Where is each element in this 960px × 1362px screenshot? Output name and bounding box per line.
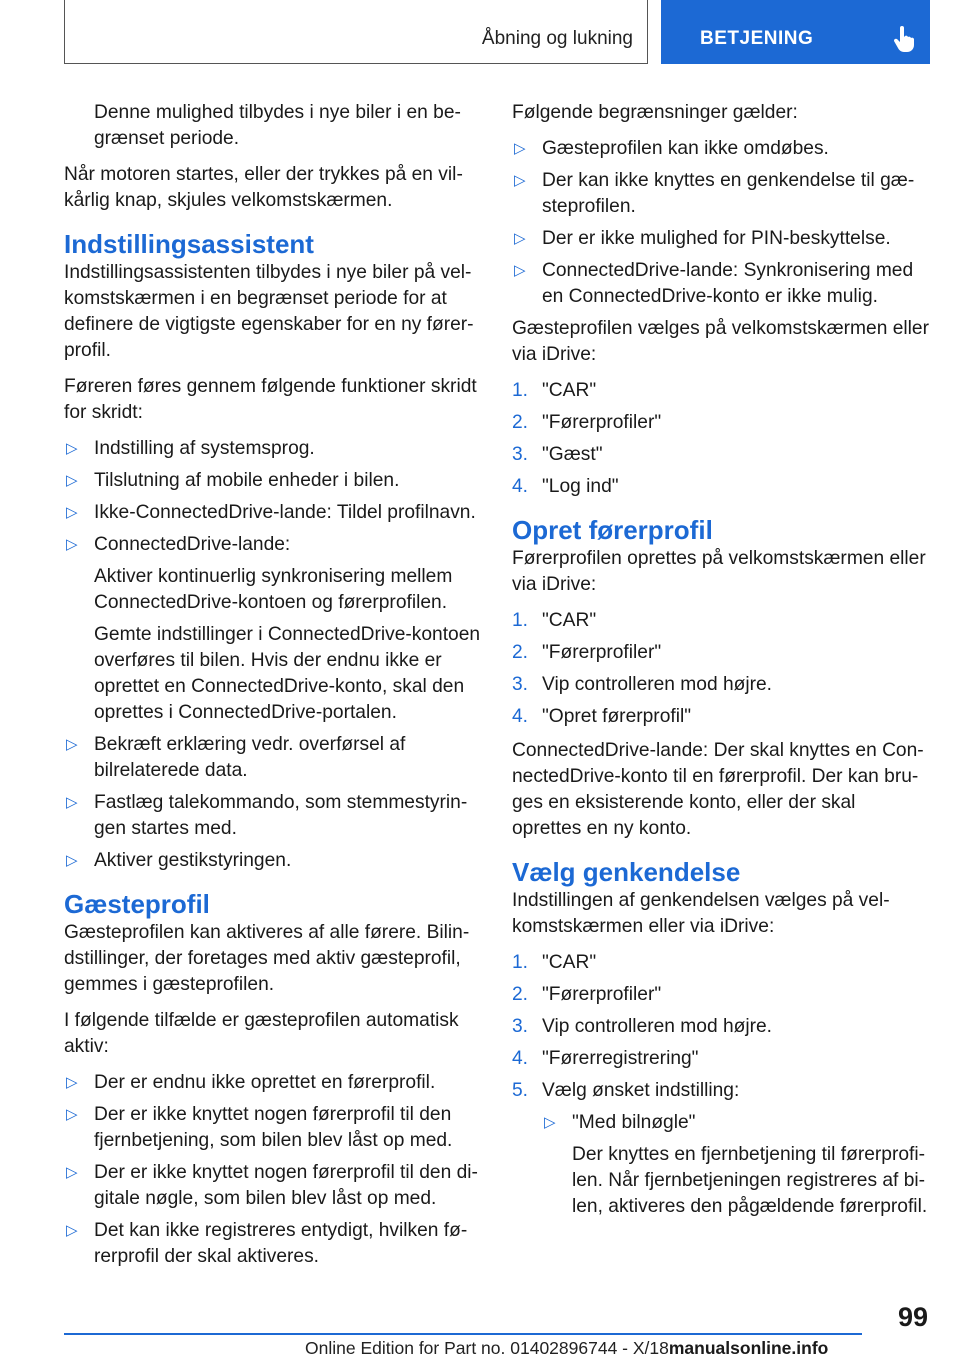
footer-divider xyxy=(64,1333,862,1335)
paragraph: Indstillingsassistenten tilbydes i nye biler på velkomstskærmen i en begrænset periode for at definere de vigtigste egenskaber for en ny førerprofil. xyxy=(64,262,474,361)
triangle-bullet-icon: ▷ xyxy=(66,472,78,489)
page-header xyxy=(64,0,930,64)
step-number: 3. xyxy=(512,674,529,695)
paragraph: I følgende tilfælde er gæsteprofilen automatisk aktiv: xyxy=(64,1010,459,1057)
list-sub-paragraph: Aktiver kontinuerlig synkronisering mellem ConnectedDrive-kontoen og førerprofilen. xyxy=(94,566,453,613)
step-item: 4. "Opret førerprofil" xyxy=(512,704,930,730)
list-item: ▷ Der er ikke knyttet nogen førerprofil til den digitale nøgle, som bilen blev låst op med. xyxy=(66,1162,478,1209)
list-item: ▷ Der er endnu ikke oprettet en førerprofil. xyxy=(64,1070,482,1096)
step-number: 1. xyxy=(512,380,529,401)
footer xyxy=(305,1338,828,1359)
triangle-bullet-icon: ▷ xyxy=(66,1222,78,1239)
list-item: ▷ Fastlæg talekommando, som stemmestyringen startes med. xyxy=(66,792,468,839)
step-number: 2. xyxy=(512,642,529,663)
footer-edition: Online Edition for Part no. 01402896744 - X/18 xyxy=(305,1338,669,1358)
intro-indent: Denne mulighed tilbydes i nye biler i en begrænset periode. xyxy=(94,102,461,149)
step-number: 3. xyxy=(512,1016,529,1037)
paragraph: Gæsteprofilen vælges på velkomstskærmen eller via iDrive: xyxy=(512,318,929,365)
section-tab xyxy=(64,0,648,64)
list-item: ▷ ConnectedDrive-lande: Aktiver kontinuerlig synkronisering mellem ConnectedDrive-kontoen og førerprofilen. Gemte indstillinger i ConnectedDrive-kontoen overføres til bilen. Hvis der endnu ikke er oprettet en ConnectedDrive-konto, skal den oprettes i ConnectedDrive-portalen. xyxy=(64,532,482,726)
step-item: 1. "CAR" xyxy=(512,608,930,634)
list-item: ▷ Der er ikke mulighed for PIN-beskyttelse. xyxy=(512,226,930,252)
step-item: 2. "Førerprofiler" xyxy=(512,982,930,1008)
list-item: ▷ Der er ikke knyttet nogen førerprofil til den fjernbetjening, som bilen blev låst op med. xyxy=(66,1104,453,1151)
step-number: 5. xyxy=(512,1080,529,1101)
triangle-bullet-icon: ▷ xyxy=(66,1106,78,1123)
step-item: 3. Vip controlleren mod højre. xyxy=(512,1014,930,1040)
triangle-bullet-icon: ▷ xyxy=(514,262,526,279)
step-item: 2. "Førerprofiler" xyxy=(512,410,930,436)
list-item: ▷ Ikke-ConnectedDrive-lande: Tildel profilnavn. xyxy=(64,500,482,526)
function-list xyxy=(64,436,482,874)
step-number: 1. xyxy=(512,952,529,973)
triangle-bullet-icon: ▷ xyxy=(514,230,526,247)
list-item: ▷ ConnectedDrive-lande: Synkronisering med en ConnectedDrive-konto er ikke mulig. xyxy=(514,260,914,307)
list-item: ▷ Indstilling af systemsprog. xyxy=(64,436,482,462)
list-item: ▷ "Med bilnøgle" Der knyttes en fjernbetjening til førerprofilen. Når fjernbetjeningen registreres af bilen, aktiveres den pågældende førerprofil. xyxy=(542,1110,930,1220)
create-profile-steps xyxy=(512,608,930,730)
list-sub-paragraph: Gemte indstillinger i ConnectedDrive-kontoen overføres til bilen. Hvis der endnu ikke er oprettet en ConnectedDrive-konto, skal den oprettes i ConnectedDrive-portalen. xyxy=(94,624,481,723)
heading-vaelg-genkendelse: Vælg genkendelse xyxy=(512,857,741,887)
list-sub-paragraph: Der knyttes en fjernbetjening til førerprofilen. Når fjernbetjeningen registreres af bilen, aktiveres den pågældende førerprofil. xyxy=(572,1144,928,1217)
paragraph: Føreren føres gennem følgende funktioner skridt for skridt: xyxy=(64,376,477,423)
list-item: ▷ Gæsteprofilen kan ikke omdøbes. xyxy=(512,136,930,162)
step-item: 3. "Gæst" xyxy=(512,442,930,468)
triangle-bullet-icon: ▷ xyxy=(66,440,78,457)
left-column xyxy=(64,100,482,1276)
paragraph: Når motoren startes, eller der trykkes på en vilkårlig knap, skjules velkomstskærmen. xyxy=(64,164,463,211)
section-title: Åbning og lukning xyxy=(481,28,633,49)
paragraph: Gæsteprofilen kan aktiveres af alle førere. Bilindstillinger, der foretages med aktiv gæsteprofil, gemmes i gæsteprofilen. xyxy=(64,922,470,995)
list-item: ▷ Der kan ikke knyttes en genkendelse til gæsteprofilen. xyxy=(514,170,915,217)
list-item: ▷ Tilslutning af mobile enheder i bilen. xyxy=(64,468,482,494)
hand-pointer-icon xyxy=(893,26,915,52)
triangle-bullet-icon: ▷ xyxy=(544,1114,556,1131)
triangle-bullet-icon: ▷ xyxy=(66,504,78,521)
step-item: 1. "CAR" xyxy=(512,950,930,976)
page-number: 99 xyxy=(897,1302,928,1332)
footer-site: manualsonline.info xyxy=(668,1338,829,1358)
chapter-tab xyxy=(661,0,930,64)
step-number: 1. xyxy=(512,610,529,631)
step-number: 2. xyxy=(512,984,529,1005)
paragraph: Indstillingen af genkendelsen vælges på velkomstskærmen eller via iDrive: xyxy=(512,890,890,937)
restriction-list xyxy=(512,136,930,310)
list-item: ▷ Aktiver gestikstyringen. xyxy=(64,848,482,874)
right-column xyxy=(512,100,930,1228)
heading-gaesteprofil: Gæsteprofil xyxy=(64,889,210,919)
chapter-title: BETJENING xyxy=(700,28,814,49)
recognition-steps xyxy=(512,950,930,1220)
list-item: ▷ Det kan ikke registreres entydigt, hvilken førerprofil der skal aktiveres. xyxy=(66,1220,468,1267)
heading-opret-forerprofil: Opret førerprofil xyxy=(512,515,713,545)
triangle-bullet-icon: ▷ xyxy=(66,1074,78,1091)
step-number: 2. xyxy=(512,412,529,433)
step-number: 4. xyxy=(512,476,529,497)
step-item: 3. Vip controlleren mod højre. xyxy=(512,672,930,698)
list-item: ▷ Bekræft erklæring vedr. overførsel af bilrelaterede data. xyxy=(66,734,406,781)
triangle-bullet-icon: ▷ xyxy=(66,1164,78,1181)
paragraph: ConnectedDrive-lande: Der skal knyttes en ConnectedDrive-konto til en førerprofil. Der kan bruges en eksisterende konto, eller der skal oprettes en ny konto. xyxy=(512,740,924,839)
step-item: 4. "Log ind" xyxy=(512,474,930,500)
triangle-bullet-icon: ▷ xyxy=(514,172,526,189)
step-number: 3. xyxy=(512,444,529,465)
paragraph: Førerprofilen oprettes på velkomstskærmen eller via iDrive: xyxy=(512,548,926,595)
step-item: 4. "Førerregistrering" xyxy=(512,1046,930,1072)
heading-indstillingsassistent: Indstillingsassistent xyxy=(64,229,314,259)
step-number: 4. xyxy=(512,706,529,727)
step-item: 1. "CAR" xyxy=(512,378,930,404)
step-number: 4. xyxy=(512,1048,529,1069)
step-item: 5. Vælg ønsket indstilling: ▷ "Med bilnøgle" Der knyttes en fjernbetjening til førerprofilen. Når fjernbetjeningen registreres af bilen, aktiveres den pågældende førerprofil. xyxy=(512,1078,930,1220)
guest-steps xyxy=(512,378,930,500)
triangle-bullet-icon: ▷ xyxy=(66,736,78,753)
triangle-bullet-icon: ▷ xyxy=(514,140,526,157)
step-item: 2. "Førerprofiler" xyxy=(512,640,930,666)
triangle-bullet-icon: ▷ xyxy=(66,536,78,553)
paragraph: Følgende begrænsninger gælder: xyxy=(512,102,798,123)
auto-guest-list xyxy=(64,1070,482,1270)
triangle-bullet-icon: ▷ xyxy=(66,852,78,869)
option-list xyxy=(542,1110,930,1220)
triangle-bullet-icon: ▷ xyxy=(66,794,78,811)
